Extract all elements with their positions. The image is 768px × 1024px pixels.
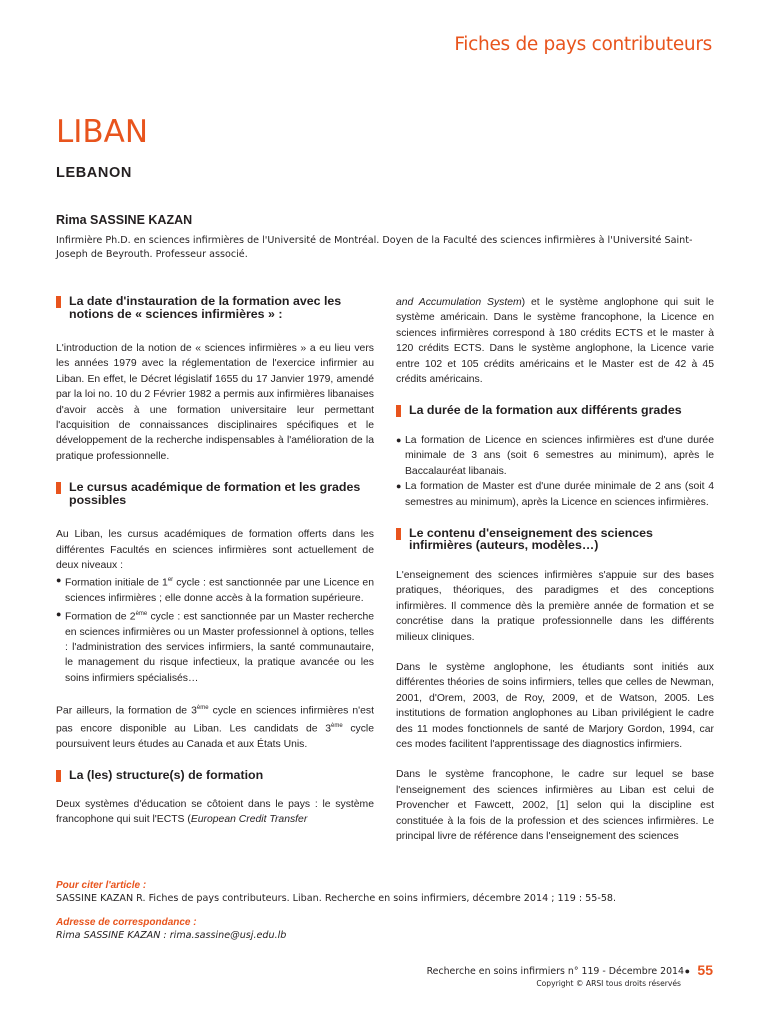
list-text: cycle : est sanctionnée par un Master recherche en sciences infirmières ou un Master professionnel à options, telles : l'administration des services infirmiers, la santé communautaire, le management du risque infectieux, la pratique avancée ou les soins infirmiers spécialisés… [65, 611, 374, 684]
correspondence-heading: Adresse de correspondance : [56, 917, 197, 928]
text-run: cycle en sciences infirmières n'est pas encore disponible au Liban. Les candidats de 3 [56, 705, 374, 735]
author-affiliation: Infirmière Ph.D. en sciences infirmières de l'Université de Montréal. Doyen de la Faculté des sciences infirmières à l'Université Saint-Joseph de Beyrouth. Professeur associé. [56, 235, 693, 260]
copyright-notice: Copyright © ARSI tous droits réservés [536, 979, 681, 988]
superscript: er [167, 577, 174, 584]
text-run: European Credit Transfer [190, 814, 308, 826]
list-item [56, 573, 374, 606]
duration-list [396, 433, 714, 510]
list-text: La formation de Master est d'une durée minimale de 2 ans (soit 4 semestres au minimum), après la Licence en sciences infirmières. [405, 481, 714, 508]
bullet-icon: ● [56, 608, 62, 619]
section-heading [396, 404, 714, 417]
page-number: 55 [697, 962, 713, 978]
heading-marker [396, 528, 401, 540]
heading-text: Le contenu d'enseignement des sciences infirmières (auteurs, modèles…) [409, 525, 653, 553]
bullet-icon: ● [396, 481, 402, 492]
list-text: Formation initiale de 1 [65, 577, 168, 589]
degree-list [56, 573, 374, 686]
heading-text: La durée de la formation aux différents grades [409, 403, 682, 418]
heading-marker [56, 482, 61, 494]
citation-text: SASSINE KAZAN R. Fiches de pays contributeurs. Liban. Recherche en soins infirmiers, décembre 2014 ; 119 : 55-58. [56, 893, 617, 904]
section-heading [56, 481, 374, 506]
paragraph: Au Liban, les cursus académiques de formation offerts dans les différentes Facultés en sciences infirmières sont actuellement de deux niveaux : [56, 529, 374, 572]
right-column [396, 295, 714, 844]
text-run: Deux systèmes d'éducation se côtoient dans le pays : le système francophone qui suit l'ECTS ( [56, 798, 374, 826]
citation-heading: Pour citer l'article : [56, 880, 147, 891]
paragraph: Dans le système francophone, le cadre sur lequel se base l'enseignement des sciences infirmières au Liban est celui de Provencher et Fawcett, 2002, [1] selon qui la discipline est constituée à la fois de la profession et des sciences infirmières. Le principal livre de référence dans l'enseignement des sciences [396, 769, 714, 843]
heading-marker [396, 405, 401, 417]
paragraph: L'enseignement des sciences infirmières s'appuie sur des bases pratiques, théoriques, des paradigmes et des conceptions infirmières. Il commence dès la première année de formation et se concrétise dans la pratique professionnelle dans les différents milieux cliniques. [396, 569, 714, 643]
article-subtitle: LEBANON [56, 165, 132, 181]
article-title: LIBAN [56, 114, 149, 150]
section-heading [56, 295, 374, 320]
heading-text: La date d'instauration de la formation avec les notions de « sciences infirmières » : [69, 294, 342, 321]
footer-bullet-icon: ● [684, 966, 690, 976]
list-item [396, 479, 714, 510]
superscript: ème [196, 705, 209, 712]
text-run: ) et le système anglophone qui suit le système américain. Dans le système francophone, la Licence en sciences infirmières correspond à 180 crédits ECTS et le master à 120 crédits ECTS. Dans le système anglophone, la Licence varie entre 102 et 105 crédits américains et le Master est de 42 à 45 crédits américains. [396, 297, 714, 386]
superscript: ème [135, 610, 148, 617]
left-column [56, 295, 374, 828]
paragraph [56, 797, 374, 828]
text-run: and Accumulation System [396, 297, 522, 308]
list-item [56, 607, 374, 687]
paragraph [56, 701, 374, 752]
bullet-icon: ● [56, 575, 62, 586]
heading-text: Le cursus académique de formation et les grades possibles [69, 480, 361, 507]
section-heading [396, 527, 714, 552]
text-run: Par ailleurs, la formation de 3 [56, 705, 197, 717]
list-item [396, 433, 714, 479]
correspondence-text: Rima SASSINE KAZAN : rima.sassine@usj.edu.lb [56, 930, 287, 941]
paragraph [396, 295, 714, 387]
section-title: Fiches de pays contributeurs [454, 34, 712, 55]
journal-reference: Recherche en soins infirmiers n° 119 - Décembre 2014 [426, 966, 684, 977]
list-text: cycle : est sanctionnée par une Licence en sciences infirmières ; elle donne accès à la formation supérieure. [65, 577, 374, 605]
list-text: Formation de 2 [65, 611, 136, 623]
heading-marker [56, 296, 61, 308]
paragraph: Dans le système anglophone, les étudiants sont initiés aux différentes théories de soins infirmiers, telles que celles de Newman, 2001, d'Orem, 2003, de Roy, 2009, et de Watson, 2005. Les institutions de formation anglophones au Liban privilégient le cadre des 11 modes fonctionnels de santé de Marjory Gordon, 1994, car ces modes facilitent l'apprentissage des diagnostics infirmiers. [396, 662, 714, 751]
heading-marker [56, 770, 61, 782]
section-heading [56, 769, 374, 782]
author-name: Rima SASSINE KAZAN [56, 213, 193, 227]
paragraph: L'introduction de la notion de « sciences infirmières » a eu lieu vers les années 1979 avec la réglementation de l'exercice infirmier au Liban. En effet, le Décret législatif 1655 du 17 Janvier 1979, amendé par la loi no. 10 du 2 Février 1982 a permis aux infirmières libanaises d'avoir accès à une formation universitaire leur permettant l'acquisition de connaissances disciplinaires spécifiques et le développement de la recherche indispensables à l'amélioration de la pratique professionnelle. [56, 343, 374, 462]
heading-text: La (les) structure(s) de formation [69, 768, 264, 783]
bullet-icon: ● [396, 434, 402, 445]
text-run: cycle poursuivent leurs études au Canada et aux États Unis. [56, 723, 374, 750]
list-text: La formation de Licence en sciences infirmières est d'une durée minimale de 3 ans (soit 6 semestres au minimum), après le Baccalauréat libanais. [405, 434, 714, 477]
superscript: ème [331, 723, 343, 730]
